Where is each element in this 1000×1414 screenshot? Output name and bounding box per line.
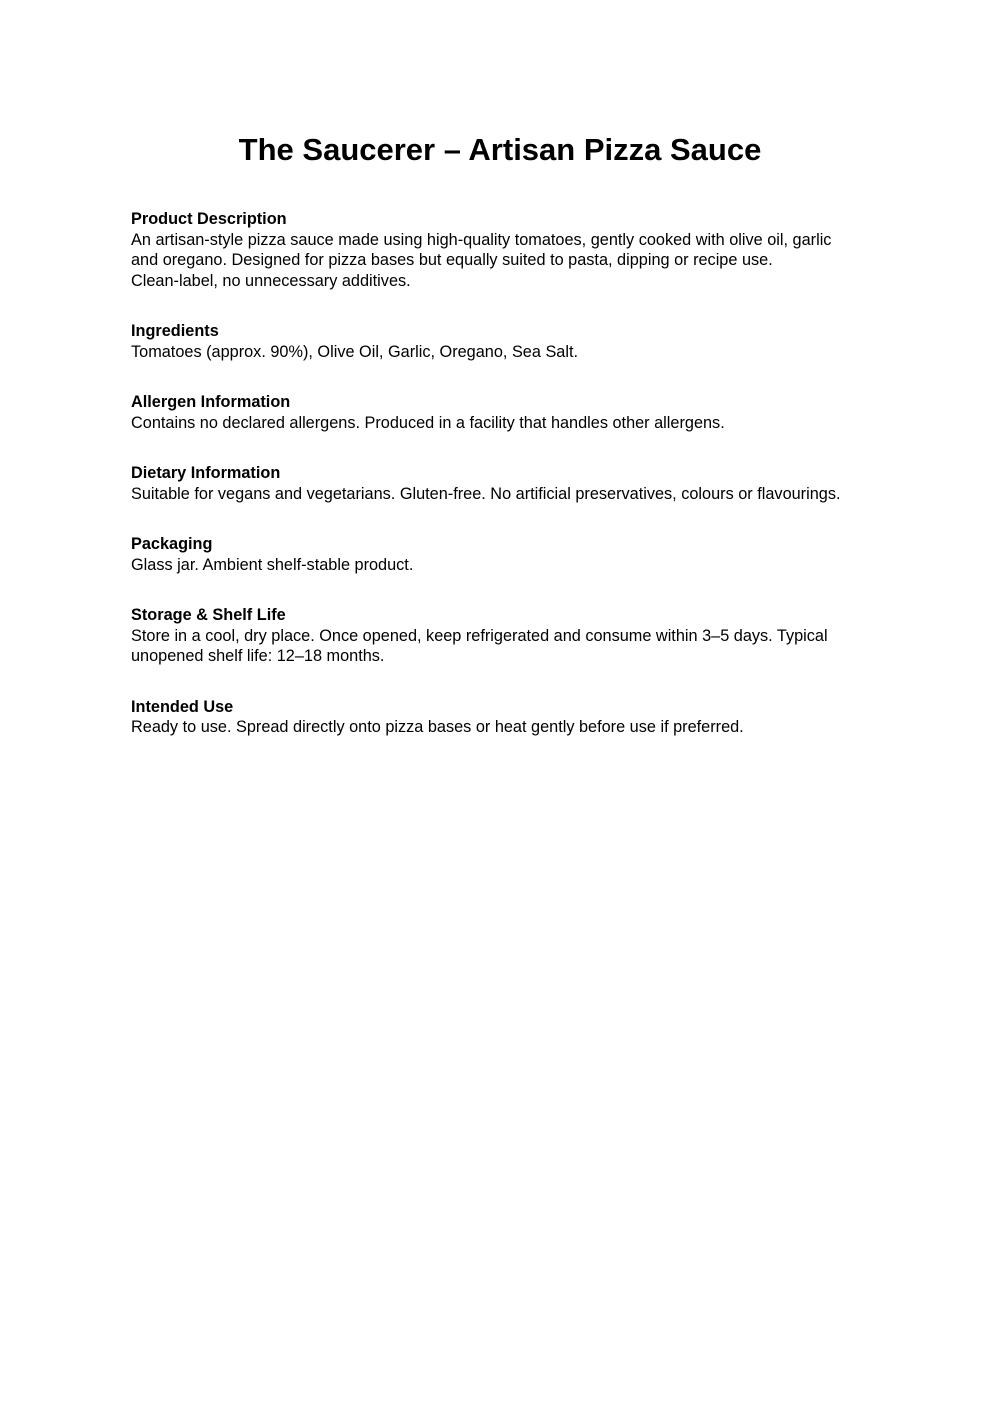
section-body bbox=[131, 413, 891, 434]
section-line: Tomatoes (approx. 90%), Olive Oil, Garlic, Oregano, Sea Salt. bbox=[131, 342, 579, 361]
section-heading: Packaging bbox=[131, 535, 213, 553]
section-heading: Allergen Information bbox=[131, 393, 291, 411]
section-line: unopened shelf life: 12–18 months. bbox=[131, 647, 385, 665]
section-dietary-information bbox=[131, 463, 891, 504]
section-packaging bbox=[131, 534, 891, 575]
section-line: Clean-label, no unnecessary additives. bbox=[131, 271, 411, 290]
document-sections bbox=[131, 209, 891, 768]
section-line: Contains no declared allergens. Produced in a facility that handles other allergens. bbox=[131, 413, 725, 432]
section-body bbox=[131, 626, 891, 667]
section-body bbox=[131, 342, 891, 363]
section-body bbox=[131, 555, 891, 576]
section-storage-shelf-life bbox=[131, 605, 891, 667]
section-line: Suitable for vegans and vegetarians. Gluten-free. No artificial preservatives, colours or flavourings. bbox=[131, 484, 841, 503]
section-product-description bbox=[131, 209, 891, 291]
section-heading: Storage & Shelf Life bbox=[131, 606, 286, 624]
section-line: Store in a cool, dry place. Once opened, keep refrigerated and consume within 3–5 days. Typical bbox=[131, 626, 828, 645]
section-allergen-information bbox=[131, 392, 891, 433]
section-body bbox=[131, 230, 891, 292]
section-ingredients bbox=[131, 321, 891, 362]
section-line: Ready to use. Spread directly onto pizza bases or heat gently before use if preferred. bbox=[131, 718, 744, 736]
section-heading: Product Description bbox=[131, 210, 287, 228]
section-heading: Ingredients bbox=[131, 322, 219, 340]
section-heading: Intended Use bbox=[131, 697, 234, 716]
section-line: and oregano. Designed for pizza bases but equally suited to pasta, dipping or recipe use. bbox=[131, 251, 773, 269]
section-line: Glass jar. Ambient shelf-stable product. bbox=[131, 555, 414, 574]
section-heading: Dietary Information bbox=[131, 464, 281, 482]
section-body bbox=[131, 717, 891, 738]
section-body bbox=[131, 484, 891, 505]
section-intended-use bbox=[131, 697, 891, 738]
section-line: An artisan-style pizza sauce made using high-quality tomatoes, gently cooked with olive oil, garlic bbox=[131, 230, 832, 249]
document-title: The Saucerer – Artisan Pizza Sauce bbox=[238, 132, 762, 167]
